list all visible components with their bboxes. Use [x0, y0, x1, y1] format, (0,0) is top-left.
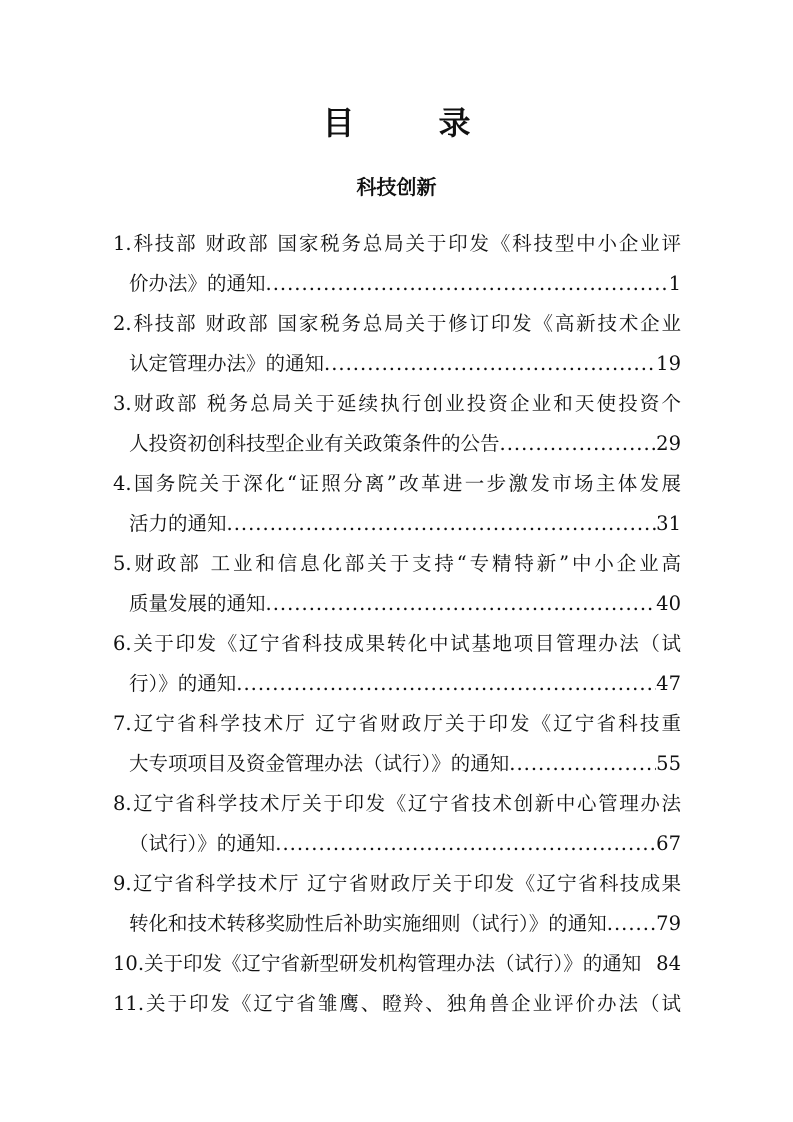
toc-entry-title: 1.科技部 财政部 国家税务总局关于印发《科技型中小企业评 — [113, 232, 681, 255]
toc-entry-4[interactable] — [113, 464, 681, 544]
toc-entry-title: 5.财政部 工业和信息化部关于支持“专精特新”中小企业高 — [113, 552, 681, 575]
dot-leader — [324, 344, 656, 384]
dot-leader — [227, 504, 657, 544]
toc-entry-continuation — [113, 344, 681, 384]
toc-entry-row — [113, 944, 681, 984]
toc-entry-title: 9.辽宁省科学技术厅 辽宁省财政厅关于印发《辽宁省科技成果 — [113, 872, 681, 895]
toc-entry-title: 3.财政部 税务总局关于延续执行创业投资企业和天使投资个 — [113, 392, 681, 415]
toc-entry-5[interactable] — [113, 544, 681, 624]
toc-entry-7[interactable] — [113, 704, 681, 784]
toc-entry-2[interactable] — [113, 304, 681, 384]
page-number: 79 — [656, 912, 681, 935]
toc-entry-title-continued: 价办法》的通知 — [129, 272, 266, 295]
toc-entry-continuation — [113, 584, 681, 624]
dot-leader — [607, 904, 656, 944]
toc-entry-title-continued: 人投资初创科技型企业有关政策条件的公告 — [129, 432, 500, 455]
dot-leader — [266, 264, 669, 304]
dot-leader — [500, 424, 657, 464]
toc-entry-title: 8.辽宁省科学技术厅关于印发《辽宁省技术创新中心管理办法 — [113, 792, 681, 815]
toc-entry-continuation — [113, 904, 681, 944]
page-number: 19 — [656, 352, 681, 375]
toc-entry-continuation — [113, 264, 681, 304]
toc-entry-title-continued: 活力的通知 — [129, 512, 227, 535]
toc-entry-6[interactable] — [113, 624, 681, 704]
toc-entry-title-continued: （试行）》的通知 — [129, 832, 276, 855]
toc-entry-title: 10.关于印发《辽宁省新型研发机构管理办法（试行）》的通知 — [113, 952, 642, 975]
toc-entry-title-continued: 行）》的通知 — [129, 672, 237, 695]
toc-entry-title: 11.关于印发《辽宁省雏鹰、瞪羚、独角兽企业评价办法（试 — [113, 992, 681, 1015]
table-of-contents — [113, 224, 681, 1024]
page-number: 47 — [656, 672, 681, 695]
toc-entry-9[interactable] — [113, 864, 681, 944]
toc-entry-continuation — [113, 664, 681, 704]
page-number: 67 — [656, 832, 681, 855]
toc-entry-11[interactable] — [113, 984, 681, 1024]
toc-entry-title-continued: 转化和技术转移奖励性后补助实施细则（试行）》的通知 — [129, 912, 607, 935]
toc-entry-continuation — [113, 424, 681, 464]
page-number: 40 — [656, 592, 681, 615]
page-number: 31 — [656, 512, 681, 535]
toc-entry-3[interactable] — [113, 384, 681, 464]
toc-entry-title: 6.关于印发《辽宁省科技成果转化中试基地项目管理办法（试 — [113, 632, 681, 655]
toc-entry-title-continued: 大专项项目及资金管理办法（试行）》的通知 — [129, 752, 510, 775]
section-heading: 科技创新 — [356, 175, 437, 199]
toc-entry-continuation — [113, 504, 681, 544]
toc-entry-8[interactable] — [113, 784, 681, 864]
page-number: 55 — [656, 752, 681, 775]
page-number: 84 — [656, 952, 681, 975]
toc-entry-continuation — [113, 824, 681, 864]
dot-leader — [509, 744, 656, 784]
toc-entry-1[interactable] — [113, 224, 681, 304]
dot-leader — [236, 664, 656, 704]
toc-entry-title: 7.辽宁省科学技术厅 辽宁省财政厅关于印发《辽宁省科技重 — [113, 712, 681, 735]
dot-leader — [266, 584, 657, 624]
toc-entry-title: 2.科技部 财政部 国家税务总局关于修订印发《高新技术企业 — [113, 312, 681, 335]
page-number: 1 — [668, 272, 681, 295]
toc-entry-continuation — [113, 744, 681, 784]
dot-leader — [275, 824, 656, 864]
toc-entry-title-continued: 认定管理办法》的通知 — [129, 352, 325, 375]
toc-entry-title-continued: 质量发展的通知 — [129, 592, 266, 615]
page-number: 29 — [656, 432, 681, 455]
toc-entry-10[interactable] — [113, 944, 681, 984]
page-title: 目 录 — [322, 104, 497, 142]
toc-entry-title: 4.国务院关于深化“证照分离”改革进一步激发市场主体发展 — [113, 472, 681, 495]
